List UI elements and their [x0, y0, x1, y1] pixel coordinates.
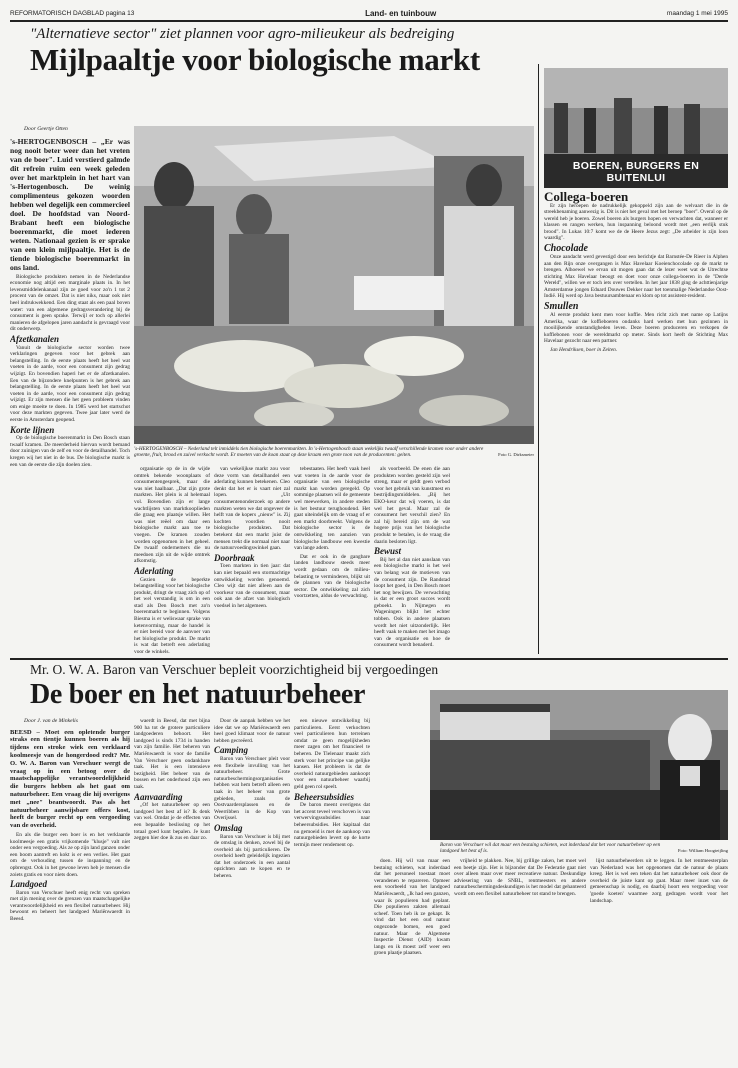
- article2-column-1: [10, 718, 130, 1062]
- article2-sub-aanvaarding: Aanvaarding: [134, 791, 183, 802]
- article1-sub-korte-lijnen: Korte lijnen: [10, 424, 55, 435]
- sidebar-sub-smullen: Smullen: [544, 300, 579, 312]
- article2-lead-text: BEESD – Moet een opletende burger straks een tientje kunnen boeren als hij tijdens een stroke wiek een verklaard koolmeesje van de hongerdood redt? Mr. O. W. A. Baron van Verschuer wergt de vraag op in een betoog over de maatschappelijke verantwoordelijkheid die burgers hebben als het gaat om natuurbeheer. Een vraag die hij overigens met „nee" beantwoordt. Pas als het natuurbeheer aanwijsbare offers kost, heeft de burger recht op een vergoeding van de overheid.: [10, 728, 130, 830]
- article2-column-7: [590, 858, 728, 1062]
- estate-illustration: [430, 690, 728, 840]
- article2-column-3: [214, 718, 290, 1062]
- masthead: [10, 6, 728, 22]
- sidebar-intro: Er zijn heroepen de nadrukkelijk gekoppeld zijn aan de welvaart die in de streekbenaming aanwezig is. Dit is niet het geval met het beroep "boer". Overal op de wereld heb je boeren. Zowel boeren als burgers hopen en verwachten dat, wanneer er klassen en rangen werken, hun inspanning beloond wordt met „een eerlijk stuk brood". In Lukas 10:7 komt we de de Heere Jezus zegt: „De arbeider is zijn loon waardig".: [544, 202, 728, 241]
- masthead-left: REFORMATORISCH DAGBLAD pagina 13: [10, 9, 135, 17]
- sidebar-signature: Jan Hendriksen, boer in Zeiten.: [550, 346, 618, 353]
- sidebar-banner-text: BOEREN, BURGERS EN BUITENLUI: [572, 160, 700, 184]
- article1-sub-aderlating: Aderlating: [134, 565, 174, 576]
- article2-sub-landgoed: Landgoed: [10, 879, 47, 890]
- article1-col4-text2: Dat er ook in de gangbare landen landbouw steeds meer wordt gedaan om de milieu-belasting te verminderen, blijkt uit de plannen van de biologische sector. De ontwikkeling zal zich voortzetten, aldus de verwachting.: [294, 553, 370, 600]
- article1-photo-caption: 's-HERTOGENBOSCH – Nederland telt inmiddels tien biologische boerenmarkten. In 's-Hertogenbosch staan wekelijks twaalf verschillende kramen voor onder andere groente, fruit, brood en zuivel verkocht wordt. Er moeten van de koan staat op deze kraam een grote toon van de producenten: geiten.: [134, 446, 484, 459]
- article1-photo-credit: Foto G. Dirksmeier: [498, 452, 534, 457]
- article1-sub-doorbraak: Doorbraak: [214, 552, 255, 563]
- article1-col5-text2: Bij het al dan niet aanslaan van een biologische markt is het wel van belang wat de motieven van de consument zijn. De Randstad loopt het goed, in Den Bosch moet het nog bewijzen. De verwachting is dat er een groot succes wordt geboekt. In Nijmegen en Wageningen blijkt het echter tobben. Ook in andere plaatsen wordt het niet uitzonderlijk. Het heeft vaak te maken met het imago van de organisatie en hoe de consument wordt benaderd.: [374, 556, 450, 649]
- sidebar-title: Collega-boeren: [544, 192, 629, 204]
- article2-byline: Door J. van de Minkelis: [24, 718, 78, 724]
- market-photo-illustration: [134, 126, 534, 444]
- article1-sub-bewust: Bewust: [374, 546, 402, 557]
- article1-kicker: "Alternatieve sector" ziet plannen voor agro-milieukeur als bedreiging: [30, 26, 455, 42]
- article-divider: [10, 658, 728, 660]
- article1-col3-text2: Toen markten in tien jaar: dat kan niet bepaald een stormachtige ontwikkeling worden genoemd. Cleo wijt dat niet alleen aan de voorkeur van de consument, maar ook aan de afzet van biologisch voedsel in het algemeen.: [214, 563, 290, 609]
- article1-col1-text3: Op de biologische boerenmarkt in Den Bosch staan twaalf kramen. De meerderheid hiervan wordt bemand door zuinigen van de zelf en voor de detailhandel. Toch kregen wij het niet in de bus. De biologische markt is een van de eerste die zijn doelen zien.: [10, 435, 130, 468]
- sidebar-banner-photo: [544, 68, 728, 188]
- article2-col4-text: een nieuwe ontwikkeling bij particulieren. Eerst verkochten veel particulieren hun terreinen omdat ze geen mogelijkheden meer zagen om het financieel te beheren. De Tielenaar maakt zich sterk voor het principe van gelijke kansen. Het probleem is dat de overheid natuurgebieden aankoopt voor een natuurbeheer waarbij geld geen rol speelt.: [294, 718, 370, 790]
- masthead-date: maandag 1 mei 1995: [666, 9, 728, 17]
- sidebar-column: [544, 192, 728, 654]
- article1-col2-text2: Gezien de beperkte belangstelling voor het biologische produkt, dringt de vraag zich op of het wel verstandig is om in een stad als Den Bosch met zo'n boerenmarkt te beginnen. Volgens Biesma is er weliswaar sprake van ketenvorming, maar de handel is er niet bereid voor de aanvoer van het biologische produkt. De markt is wat dat betreft een aderlating voor de winkels.: [134, 576, 210, 654]
- article2-photo-credit: Foto: William Hoogteijling: [677, 848, 728, 853]
- article2-column-4: [294, 718, 370, 1062]
- article2-sub-beheersubsidies: Beheersubsidies: [294, 791, 355, 802]
- sidebar-text2: Onze aandacht werd gevestigd door een berichtje dat Barnstée-De Rieer in Alphen aan den Rijn onze overgangen is Max Havelaar Koeienchocolade op de markt te brengen. Alhoewel we ervan uit mogen gaan dat de lezer weet wat de Utrechtse stichting Max Havelaar beoogt en doet voor onze collega-boeren in de "Derde Wereld", willen we er toch iets over vertellen. In het jaar 1838 ging de achttienjarige Amsterdamse jongen Eduard Douwes Dekker naar het toenmalige Nederlandse Oost-Indië. Hij werd op Java bestuursambtenaar en klom op tot assistent-resident.: [544, 254, 728, 299]
- article2-col2-text: waerdt in Beesd, dat met bijna 900 ha tot de grotere particuliere landgoederen behoort. Het landgoed is sinds 1734 in handen van zijn familie. Het beheren van Mariënwaerdt is voor de familie Van Verschuer geen ondankbare taak. Het is een intensieve bezigheid. Het beheer van de bossen en het onderhoud zijn een taak.: [134, 718, 210, 790]
- article1-column-2: [134, 466, 210, 654]
- article1-col1-text2: Vanuit de biologische sector worden twee verklaringen gegeven voor het gebrek aan belangstelling. In de eerste plaats heeft het heel wat voeten in de aarde, voor een consument zijn gedrag wijzigt. En bovendien haperi het er de afzetkanalen. Een van de bijzondere knelpunten is het gebrek aan belangstelling. In de eerste plaats heeft het heel wat voeten in de aarde, voor een consument zijn gedrag wijzigt. Er zijn mensen die het geen probleem vinden om enige moeite te doen. In 1985 werd het startschot voor deze markten gegeven. Twee jaar later werd de eerste in Amsterdam geopend.: [10, 344, 130, 424]
- article1-col5-text: als voorbeeld. De enen die aan produkten worden gesteld zijn wel streng, maar er geldt geen verbod voor het gebruik van kunstmest en bestrijdingsmiddelen. „Bij het EKO-keur dat wij voeren, is dat wel het geval. Maar zal de consument het verschil zien? En zal hij bereid zijn om de wat hogere prijs van het biologische produkt te betalen, is de vraag die daarin besloten ligt.: [374, 466, 450, 545]
- article2-column-5: [374, 858, 450, 1062]
- article1-lead: [10, 137, 130, 272]
- article2-column-6: [454, 858, 586, 1062]
- sidebar-text3: Al eerste produkt kent men voor koffie. Men richt zich met name op Latijns Amerika, waar de koffieboeren ondanks hard werken met hun gezinnen in mooilijkende omstandigheden leven. Deze boeren produceren en verkopen de koffiebonen voor de wereldmarkt op meter. Sinds kort heeft de Stichting Max Havelaar gezocht naar een partner.: [544, 312, 728, 344]
- article2-photo-caption: Baron van Verschuer wil dat maar een bestaing schieten, wat inderdaad dat het voor natuurbeheer op een landgoed het best af is.: [440, 842, 661, 855]
- article2-col7-text: lijst natuurbeheerders uit te leggen. In het rentmeesterplan van Nederland was het opgenomen dat de natuur de plaats kreeg. Het is wel een teken dat het natuurbeheer ook door de overheid de juiste kant op gaat. Maar meer inzet van de gemeenschap is nodig, en daarbij hoort een vergoeding voor 'goede koeten' waarmee zorg gedragen wordt voor het landschap.: [590, 858, 728, 904]
- article1-col1-text: Biologische produkten nemen in de Nederlandse economie nog altijd een marginale plaats in. In het levensmiddelenkanaal zijn ze goed voor zo'n 1 tot 2 procent van de omzet. Dat is niet niks, maar ook niet heel indrukwekkend. Een ding staat als een paal boven water: van een algemene gedragsverandering bij de consument is geen sprake. Terwijl er toch op allerlei manieren de afgelopen jaren aandacht is gevraagd voor dit onderwerp.: [10, 273, 130, 333]
- article2-sub-omslag: Omslag: [214, 822, 243, 833]
- sidebar-sub-chocolade: Chocolade: [544, 242, 588, 254]
- sidebar-divider: [538, 64, 539, 654]
- article2-col1-text: En als die burger een boer is en het verklaarde koolmeesje een gratis vrijkomende "klusje" valt niet onder een vergoeding. Als ze op zijn land ganzen onder een boom aantreft en kokt is er een verlies. Het gaat om de verhouding tussen de inspanning en de opbrengst. Ook in het gewone leven heb je mensen die zoiets gratis en voor niets doen.: [10, 831, 130, 878]
- article2-col4-text2: De baron meent overigens dat het accent teveel verschoven is van verwervingssubsidies naar beheersubsidies. Het kapitaal dat nu gemoeid is met de aankoop van natuurgebieden levert op de korte termijn meer rendement op.: [294, 802, 370, 848]
- article2-col6-text: vrijheid te plakken. Nee, bij grillige zaken, het moet wel een beetje zijn. Het is bijzonder dat De Federatie gaat niet over alleen maar over meer recreatieve natuur. Deskundige adviesering van de SNBL, rentmeesters en andere natuurbeschermingsdeskundigen is het model dat gehanteerd wordt om een flexibel natuurbeheer tot stand te brengen.: [454, 858, 586, 897]
- market-photo: [134, 126, 534, 444]
- article1-col2-text: organisatie op de in de wijde omtrek bekende woonplaats of consumentengesprek, maar die was niet haalbaar. „Dat zijn grote markten. Het plein is al helemaal vol. Bovendien zijn er lange wachtlijsten van marktkooplieden die graag een plaatsje willen. Het was niet reëel om daar een biologische markt aan toe te voegen. De kramen zouden worden opgenomen in het geheel. De twaalf ondernemers die nu meedoen zijn uit de wijde omtrek afkomstig.: [134, 466, 210, 565]
- article1-headline: Mijlpaaltje voor biologische markt: [30, 42, 480, 77]
- article2-col3-text2: Baron van Verschuer pleit voor een flexibele invulling van het natuurbeheer. Grote natuurbeschermingsorganisaties hebben wat hem betreft alleen een taak in het beheer van grote gebieden, zoals de Oostvaardersplassen en de Weerribben in de Kop van Overijssel.: [214, 755, 290, 822]
- estate-photo: [430, 690, 728, 840]
- article2-col1-text2: Baron van Verschuer heeft enig recht van spreken met zijn mening over de grenzen van maatschappelijke verantwoordelijkheid en een flexibel natuurbeheer. Hij bewoont en beheert het landgoed Mariënwaerdt in Beesd.: [10, 889, 130, 923]
- article1-column-5: [374, 466, 450, 654]
- article1-col3-text: van wekelijkse markt zou voor deze vorm van detailhandel een aderlating kunnen betekenen. Cleo denkt dat het er is vaart niet zal lopen. „Uit consumentenonderzoek op andere markten weten we dat ongeveer de helft van de kopers „nieuw" is. Zij kochten voordien nooit biologische produkten. Dat betekent dat een markt juist de mensen trekt die normaal niet naar de natuurvoedingswinkel gaan.: [214, 466, 290, 552]
- article2-sub-camping: Camping: [214, 745, 249, 756]
- section-title: Land- en tuinbouw: [365, 8, 437, 18]
- article1-lead-text: 's-HERTOGENBOSCH – „Er was nog nooit beter weer dan het vreten van de boer". Luid verstierd galmde dit refrein ruim een week geleden over het marktplein in het hart van 's-Hertogenbosch. De weinig complimenteus gekozen woorden hebben wel degelijk een commercieel doel. De hoofdstad van Noord-Brabant heeft een biologische boerenmarkt, die moet iederen weten. Nationaal gezien is er sprake van een klein mijlpaaltje. Het is de tiende biologische boerenmarkt in ons land.: [10, 136, 130, 272]
- article1-column-1: [10, 126, 130, 654]
- article2-column-2: [134, 718, 210, 1062]
- article1-column-3: [214, 466, 290, 654]
- article2-col3-text3: Baron van Verschuer is blij met de omslag in denken, zowel bij de overheid als bij particulieren. De overheid heeft geleidelijk ingezien dat het onderzoek in een aantal opzichten aan te kopen en te beheren.: [214, 833, 290, 880]
- article1-col4-text: tebestaaten. Het heeft vaak heel wat voeten in de aarde voor de organisatie van een biologische markt kan worden geregeld. Op sommige plaatsen wil de gemeente wel meewerken, in andere steden is het bestuur terughoudend. Het gaat uiteindelijk om de vraag of er een markt doorbreekt. Volgens de biologische sector is de ontwikkeling ten aanzien van biologische landbouw een kwestie van lange adem.: [294, 466, 370, 552]
- article2-col5-text: doen. Hij wil van maar een bestaing schieten, wat inderdaad dat het personeel toestaat moet verandenen te repareren. Opmeer een voorbeeld van het landgoed Mariënwaerdt, „Ik had een ganzen, waar ik populieren had geplant. Die populieren zakten allemaal scheef. Toen heb ik ze gekapt. Ik vind dat het een oud natuur ongezonde bomen, een goed natuur. Maar de Algemene Inspectie Dienst (AID) kwam langs en ik moest zelf weer een groen plaatje plaatsen.: [374, 858, 450, 957]
- article2-lead: [10, 729, 130, 830]
- article2-kicker: Mr. O. W. A. Baron van Verschuer bepleit voorzichtigheid bij vergoedingen: [30, 662, 439, 677]
- article2-headline: De boer en het natuurbeheer: [30, 679, 366, 710]
- article2-col3-text: Door de aanpak hebben we het idee dat we op Mariënwaerdt een heel goed klimaat voor de natuur hebben gecreëerd.: [214, 718, 290, 744]
- newspaper-page: [10, 6, 728, 1062]
- article1-sub-afzetkanalen: Afzetkanalen: [10, 333, 60, 344]
- article1-column-4: [294, 466, 370, 654]
- article2-col2-text2: „Of het natuurbeheer op een landgoed het best af is? Ik denk van wel. Omdat je de effecten van een bepaalde beslissing op het totaal goed kunt bepalen. Je kunt zeggen hier doe ik zus en daar zo.: [134, 802, 210, 842]
- article1-byline: Door Geertje Otten: [24, 126, 68, 132]
